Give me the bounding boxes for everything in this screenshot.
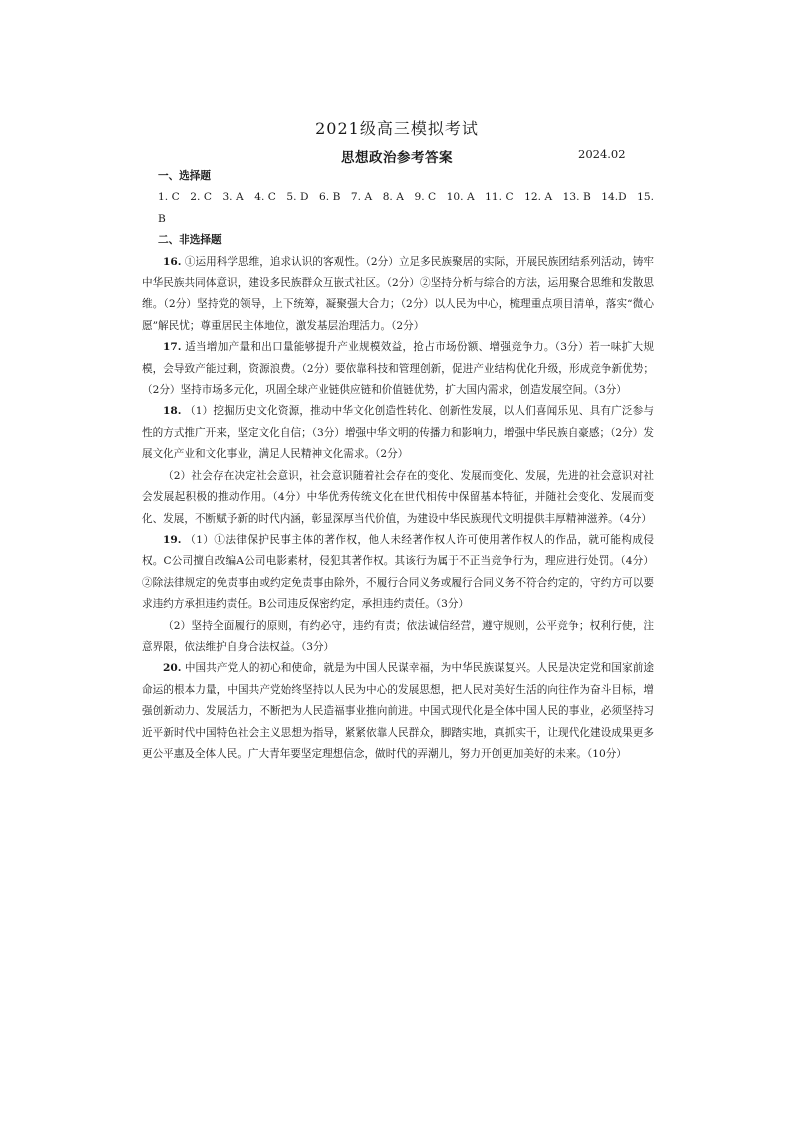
mc-answer: 1. C [158, 191, 180, 204]
mc-answer: 15. B [158, 191, 654, 225]
mc-answer: 8. A [382, 191, 404, 204]
answer-text: ①运用科学思维，追求认识的客观性。（2分）立足多民族聚居的实际，开展民族团结系列活动，铸牢中华民族共同体意识，建设多民族群众互嵌式社区。（2分）②坚持分析与综合的方法，运用聚合思维和发散思维。（2分）坚持党的领导，上下统筹，凝聚强大合力；（2分）以人民为中心，梳理重点项目清单，落实“微心愿”解民忧；尊重居民主体地位，激发基层治理活力。（2分） [142, 255, 654, 332]
answer-content [142, 166, 654, 765]
mc-answer: 12. A [524, 191, 553, 204]
mc-answer: 6. B [319, 191, 341, 204]
mc-answer: 3. A [222, 191, 244, 204]
mc-answer: 9. C [414, 191, 437, 204]
mc-answer: 7. A [350, 191, 373, 204]
question-number: 16. [163, 255, 182, 268]
answer-text: 适当增加产量和出口量能够提升产业规模效益，抢占市场份额、增强竞争力。（3分）若一味扩大规模，会导致产能过剩，资源浪费。（2分）要依靠科技和管理创新，促进产业结构优化升级，形成竞争新优势；（2分）坚持市场多元化，巩固全球产业链供应链和价值链优势，扩大国内需求，创造发展空间。（3分） [142, 341, 655, 397]
answer-text: （1）挖掘历史文化资源，推动中华文化创造性转化、创新性发展，以人们喜闻乐见、具有广泛参与性的方式推广开来，坚定文化自信；（3分）增强中华文明的传播力和影响力，增强中华民族自豪感；（2分）发展文化产业和文化事业，满足人民精神文化需求。（2分） [142, 405, 654, 461]
section-heading-non-choice: 二、非选择题 [158, 234, 222, 247]
mc-answer: 10. A [446, 191, 475, 204]
question-20-answer [142, 658, 654, 765]
question-19-part-2: （2）坚持全面履行的原则，有约必守，违约有责；依法诚信经营，遵守规则，公平竞争；权利行使，注意界限，依法维护自身合法权益。（3分） [142, 619, 654, 653]
question-number: 17. [163, 341, 182, 354]
answer-text: （1）①法律保护民事主体的著作权，他人未经著作权人许可使用著作权人的作品，就可能构成侵权。C公司擅自改编A公司电影素材，侵犯其著作权。其该行为属于不正当竞争行为，理应进行处罚。（4分）②除法律规定的免责事由或约定免责事由除外，不履行合同义务或履行合同义务不符合约定的，守约方可以要求违约方承担违约责任。B公司违反保密约定，承担违约责任。（3分） [142, 533, 654, 611]
multiple-choice-answers [142, 187, 654, 230]
question-number: 20. [163, 662, 182, 675]
question-16-answer [142, 252, 654, 338]
subtitle-row [0, 146, 794, 166]
question-number: 19. [163, 533, 182, 546]
mc-answer: 5. D [286, 191, 309, 204]
mc-answer: 13. B [562, 191, 591, 204]
question-17-answer [142, 337, 654, 401]
question-number: 18. [163, 405, 182, 418]
page-title: 2021级高三模拟考试 [315, 119, 479, 138]
question-18-part-1 [142, 401, 654, 465]
question-18-part-2: （2）社会存在决定社会意识，社会意识随着社会存在的变化、发展而变化、发展，先进的社会意识对社会发展起积极的推动作用。（4分）中华优秀传统文化在世代相传中保留基本特征，并随社会变化、发展而变化、发展，不断赋予新的时代内涵，彰显深厚当代价值，为建设中华民族现代文明提供丰厚精神滋养。（4分） [142, 469, 654, 525]
exam-date: 2024.02 [578, 147, 626, 161]
mc-answer: 14.D [601, 191, 627, 204]
mc-answer: 4. C [254, 191, 276, 204]
answer-text: 中国共产党人的初心和使命，就是为中国人民谋幸福，为中华民族谋复兴。人民是决定党和国家前途命运的根本力量，中国共产党始终坚持以人民为中心的发展思想，把人民对美好生活的向往作为奋斗目标，增强创新动力、发展活力，不断把为人民造福事业推向前进。中国式现代化是全体中国人民的事业，必须坚持习近平新时代中国特色社会主义思想为指导，紧紧依靠人民群众，脚踏实地，真抓实干，让现代化建设成果更多更公平惠及全体人民。广大青年要坚定理想信念，做时代的弄潮儿，努力开创更加美好的未来。（10分） [142, 662, 654, 760]
question-19-part-1 [142, 530, 654, 616]
mc-answer: 2. C [190, 191, 212, 204]
page-subtitle: 思想政治参考答案 [341, 150, 453, 166]
mc-answer: 11. C [485, 191, 514, 204]
section-heading-multiple-choice: 一、选择题 [158, 170, 211, 182]
